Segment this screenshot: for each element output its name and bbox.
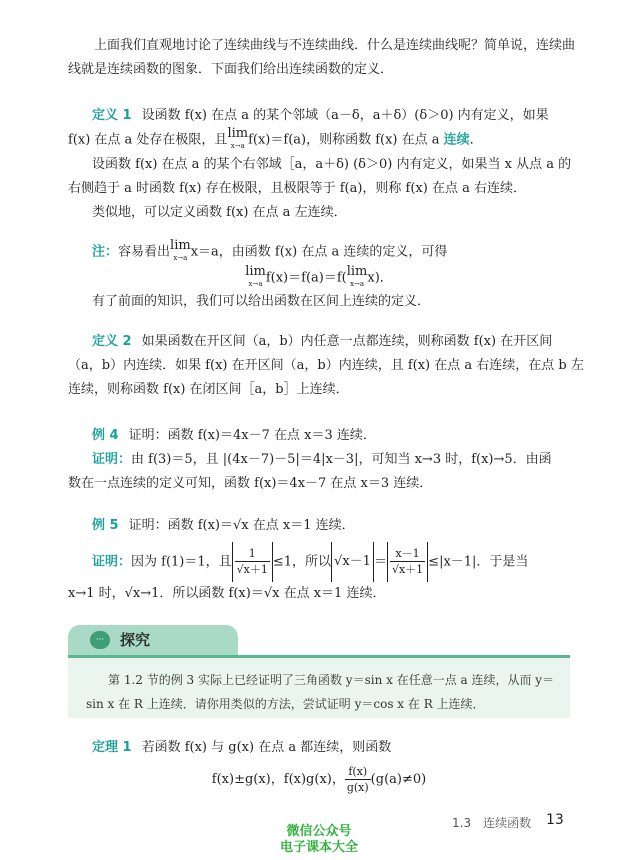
example-5-proof-line-2: x→1 时，√x→1．所以函数 f(x)＝√x 在点 x＝1 连续．	[68, 586, 386, 601]
note-label: 注：	[92, 244, 119, 260]
def1-term-continuous: 连续	[443, 132, 470, 148]
definition-1	[68, 104, 570, 225]
explore-header	[68, 625, 570, 655]
explore-text	[86, 668, 554, 716]
chat-bubble-icon: ···	[90, 631, 110, 649]
ex4-label: 例 4	[92, 428, 119, 443]
note-line-1: 注：容易看出 lim x→a x＝a，由函数 f(x) 在点 a 连续的定义，可得	[92, 238, 448, 262]
watermark-line-1: 微信公众号	[286, 824, 352, 839]
footer-section: 1.3 连续函数	[452, 816, 532, 830]
def1-line-3: 设函数 f(x) 在点 a 的某个右邻域［a，a＋δ) (δ＞0) 内有定义，如果当 x 从点 a 的	[92, 156, 572, 172]
explore-line-1: 第 1.2 节的例 3 实际上已经证明了三角函数 y＝sin x 在任意一点 a 连续，从而 y＝	[108, 673, 555, 687]
def1-line-1	[68, 104, 570, 128]
definition-2	[68, 330, 584, 402]
explore-tab	[68, 625, 238, 655]
example-4-statement: 例 4 证明：函数 f(x)＝4x－7 在点 x＝3 连续．	[92, 428, 376, 443]
def1-line-2: f(x) 在点 a 处存在极限，且 lim x→a f(x)＝f(a)，则称函数 f(x) 在点 a 连续．	[68, 126, 483, 150]
ex5-abs: √x－1	[331, 542, 374, 582]
thm1-fraction: $\frac{f(x)}{g(x)}$	[346, 765, 369, 794]
def1-line-5: 类似地，可以定义函数 f(x) 在点 a 左连续．	[92, 204, 347, 220]
ex4-proof-label: 证明：	[92, 452, 132, 467]
example-5-statement: 例 5 证明：函数 f(x)＝√x 在点 x＝1 连续．	[92, 518, 355, 533]
def1-text-2a: f(x) 在点 a 处存在极限，且	[68, 132, 228, 148]
note-lim: lim x→a	[170, 238, 191, 262]
intro-paragraph	[68, 34, 576, 82]
def1-line-4: 右侧趋于 a 时函数 f(x) 存在极限，且极限等于 f(a)，则称 f(x) 在点 a 右连续．	[68, 180, 526, 196]
def1-lim: lim x→a	[227, 126, 249, 150]
def1-text-2b: f(x)＝f(a)，则称函数 f(x) 在点 a	[248, 132, 444, 148]
explore-box	[68, 655, 570, 718]
theorem-1-statement: 定理 1 若函数 f(x) 与 g(x) 在点 a 都连续，则函数	[92, 740, 392, 755]
explore-title: 探究	[120, 631, 151, 649]
def1-label: 定义 1	[92, 108, 132, 123]
def2-line-2: （a，b）内连续．如果 f(x) 在开区间（a，b）内连续，且 f(x) 在点 a 右连续，在点 b 左	[68, 358, 584, 373]
explore-line-2: sin x 在 R 上连续．请你用类似的方法，尝试证明 y＝cos x 在 R 上连续．	[86, 697, 485, 711]
def2-label: 定义 2	[92, 334, 132, 349]
note-formula: lim x→a f(x)＝f(a)＝f( lim x→a x)．	[245, 264, 393, 288]
example-5-proof-line-1: 证明：因为 f(1)＝1，且 $\frac{1}{√x+1}$ ≤1，所以 √x－1 ＝ $\frac{x-1}{√x+1}$ ≤|x－1|．于是当	[92, 542, 528, 583]
page-number: 13	[546, 812, 564, 828]
def1-text-1: 设函数 f(x) 在点 a 的某个邻域（a－δ，a＋δ）(δ＞0) 内有定义，如果	[141, 108, 549, 123]
thm1-label: 定理 1	[92, 740, 132, 755]
example-4-proof: 证明：由 f(3)＝5，且 |(4x－7)－5|＝4|x－3|，可知当 x→3 时，f(x)→5．由函 数在一点连续的定义可知，函数 f(x)＝4x－7 在点 x＝3 连续．	[68, 448, 570, 496]
ex4-proof-line-2: 数在一点连续的定义可知，函数 f(x)＝4x－7 在点 x＝3 连续．	[68, 476, 433, 491]
def2-line-3: 连续，则称函数 f(x) 在闭区间［a，b］上连续．	[68, 382, 349, 397]
theorem-1-formula: f(x)±g(x)，f(x)g(x)， $\frac{f(x)}{g(x)}$ (g(a)≠0)	[211, 765, 427, 794]
def2-line-1: 定义 2 如果函数在开区间（a，b）内任意一点都连续，则称函数 f(x) 在开区间	[92, 334, 553, 349]
ex5-fraction-1: $\frac{1}{√x+1}$	[236, 547, 268, 576]
note-line-3: 有了前面的知识，我们可以给出函数在区间上连续的定义．	[92, 294, 431, 309]
ex5-proof-label: 证明：	[92, 554, 132, 570]
ex5-label: 例 5	[92, 518, 119, 533]
intro-line-1: 上面我们直观地讨论了连续曲线与不连续曲线．什么是连续曲线呢？简单说，连续曲	[94, 38, 576, 53]
ex5-fraction-2: $\frac{x-1}{√x+1}$	[391, 547, 424, 576]
watermark-line-2: 电子课本大全	[279, 840, 358, 855]
intro-line-2: 线就是连续函数的图象．下面我们给出连续函数的定义．	[68, 62, 394, 77]
